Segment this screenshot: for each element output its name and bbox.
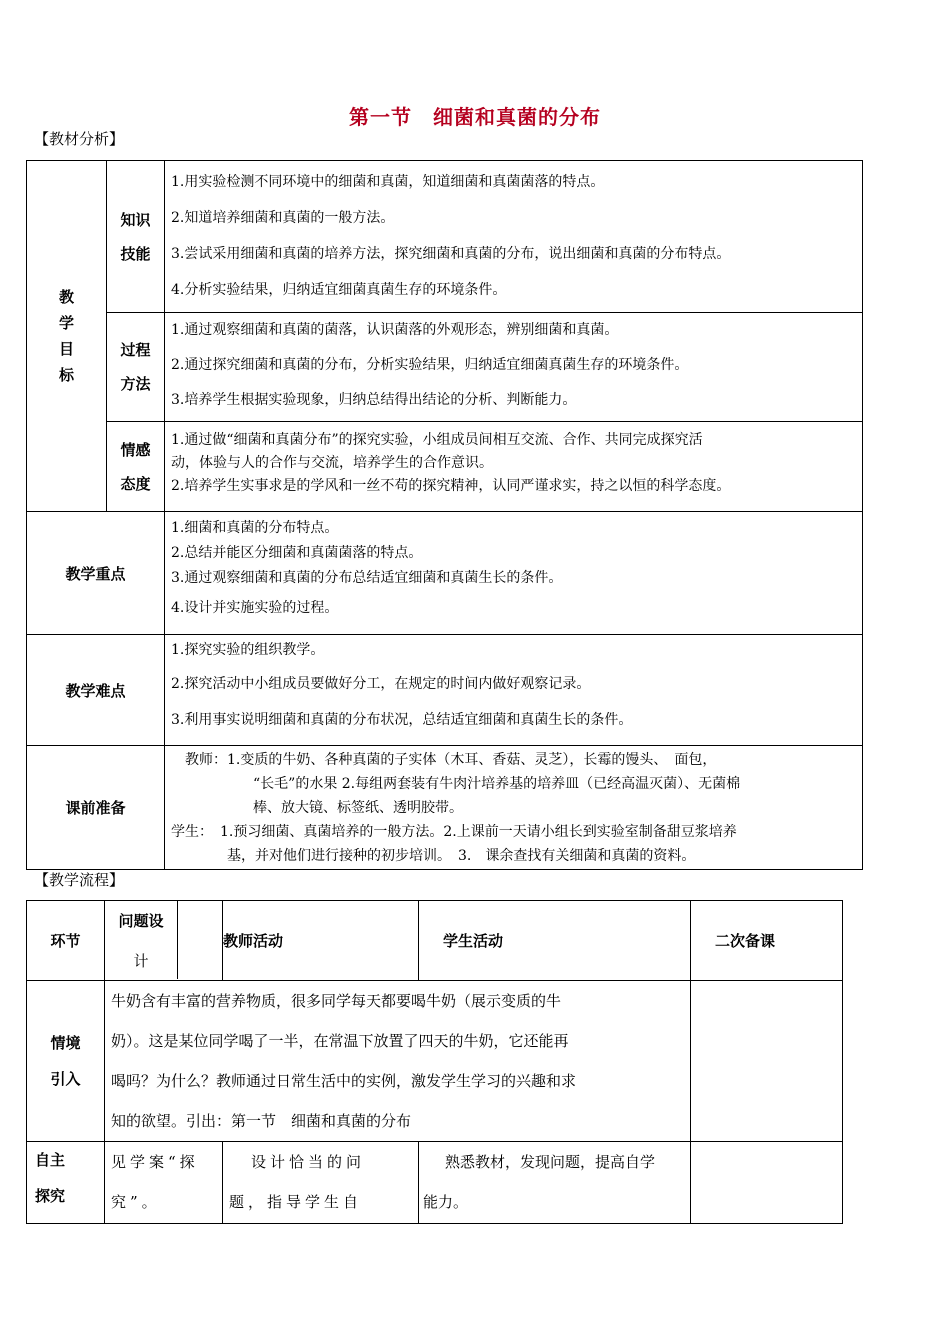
process-item: 3.培养学生根据实验现象，归纳总结得出结论的分析、判断能力。 bbox=[171, 392, 577, 408]
process-item: 2.通过探究细菌和真菌的分布，分析实验结果，归纳适宜细菌真菌生存的环境条件。 bbox=[171, 357, 689, 373]
explore-teacher-cell bbox=[223, 1142, 419, 1224]
emotion-items-cell bbox=[165, 422, 863, 512]
emotion-item: 1.通过做“细菌和真菌分布”的探究实验，小组成员间相互交流、合作、共同完成探究活 bbox=[171, 432, 703, 448]
intro-line: 奶）。这是某位同学喝了一半，在常温下放置了四天的牛奶，它还能再 bbox=[111, 1032, 569, 1050]
section-label-analysis: 【教材分析】 bbox=[34, 130, 125, 148]
header-stage: 环节 bbox=[27, 901, 105, 981]
header-question-line: 问题设 bbox=[118, 912, 164, 930]
key-point-item: 1.细菌和真菌的分布特点。 bbox=[171, 520, 339, 536]
header-teacher: 教师活动 bbox=[223, 901, 419, 981]
section-label-flow: 【教学流程】 bbox=[34, 871, 125, 889]
objectives-group-cell bbox=[27, 161, 107, 512]
header-question-line: 计 bbox=[133, 952, 149, 970]
header-question bbox=[105, 901, 223, 981]
page-title: 第一节 细菌和真菌的分布 bbox=[349, 105, 601, 129]
objectives-label-char: 目 bbox=[58, 340, 74, 358]
analysis-table bbox=[26, 160, 863, 870]
emotion-label: 态度 bbox=[120, 474, 151, 493]
difficulty-item: 3.利用事实说明细菌和真菌的分布状况，总结适宜细菌和真菌生长的条件。 bbox=[171, 712, 633, 728]
process-items-cell bbox=[165, 313, 863, 422]
objectives-label-char: 标 bbox=[58, 366, 74, 384]
key-point-item: 3.通过观察细菌和真菌的分布总结适宜细菌和真菌生长的条件。 bbox=[171, 570, 563, 586]
explore-question-cell bbox=[105, 1142, 223, 1224]
key-point-item: 2.总结并能区分细菌和真菌菌落的特点。 bbox=[171, 545, 423, 561]
knowledge-item: 3.尝试采用细菌和真菌的培养方法，探究细菌和真菌的分布，说出细菌和真菌的分布特点。 bbox=[171, 246, 731, 262]
key-point-item: 4.设计并实施实验的过程。 bbox=[171, 600, 339, 616]
process-item: 1.通过观察细菌和真菌的菌落，认识菌落的外观形态，辨别细菌和真菌。 bbox=[171, 322, 619, 338]
objectives-label-char: 学 bbox=[58, 314, 74, 332]
stage-label: 探究 bbox=[35, 1187, 66, 1205]
explore-notes-cell bbox=[691, 1142, 843, 1224]
key-points-label: 教学重点 bbox=[27, 512, 165, 635]
preparation-cell bbox=[165, 746, 863, 870]
preparation-label: 课前准备 bbox=[27, 746, 165, 870]
key-points-cell bbox=[165, 512, 863, 635]
emotion-label-cell bbox=[107, 422, 165, 512]
intro-line: 喝吗？为什么？教师通过日常生活中的实例，激发学生学习的兴趣和求 bbox=[111, 1072, 577, 1090]
process-label: 方法 bbox=[120, 375, 151, 393]
knowledge-label: 技能 bbox=[120, 244, 151, 263]
preparation-line: 棒、放大镜、标签纸、透明胶带。 bbox=[253, 800, 463, 816]
knowledge-label: 知识 bbox=[120, 210, 151, 229]
explore-student-line: 熟悉教材，发现问题，提高自学 bbox=[445, 1153, 656, 1171]
intro-line: 知的欲望。引出：第一节 细菌和真菌的分布 bbox=[111, 1112, 412, 1130]
preparation-line: 基，并对他们进行接种的初步培训。 3. 课余查找有关细菌和真菌的资料。 bbox=[227, 848, 696, 864]
process-label: 过程 bbox=[120, 341, 151, 359]
knowledge-item: 1.用实验检测不同环境中的细菌和真菌，知道细菌和真菌菌落的特点。 bbox=[171, 174, 605, 190]
explore-student-line: 能力。 bbox=[423, 1193, 469, 1211]
difficulties-cell bbox=[165, 635, 863, 746]
preparation-line: 学生： 1.预习细菌、真菌培养的一般方法。2.上课前一天请小组长到实验室制备甜豆浆培养 bbox=[171, 824, 737, 840]
knowledge-item: 4.分析实验结果，归纳适宜细菌真菌生存的环境条件。 bbox=[171, 282, 507, 298]
explore-question-line: 见学案“探 bbox=[111, 1153, 199, 1171]
objectives-label-char: 教 bbox=[58, 288, 74, 306]
preparation-line: “长毛”的水果 2.每组两套装有牛肉汁培养基的培养皿（已经高温灭菌）、无菌棉 bbox=[253, 776, 741, 792]
stage-label: 引入 bbox=[50, 1070, 81, 1088]
row-stage-explore bbox=[27, 1142, 105, 1224]
knowledge-item: 2.知道培养细菌和真菌的一般方法。 bbox=[171, 210, 395, 226]
explore-teacher-line: 设计恰当的问 bbox=[251, 1153, 366, 1171]
difficulties-label: 教学难点 bbox=[27, 635, 165, 746]
explore-question-line: 究”。 bbox=[111, 1193, 161, 1211]
explore-teacher-line: 题，指导学生自 bbox=[229, 1193, 363, 1211]
knowledge-items-cell bbox=[165, 161, 863, 313]
intro-content-cell bbox=[105, 981, 691, 1142]
explore-student-cell bbox=[419, 1142, 691, 1224]
emotion-item: 2.培养学生实事求是的学风和一丝不苟的探究精神，认同严谨求实，持之以恒的科学态度。 bbox=[171, 478, 731, 494]
header-student: 学生活动 bbox=[419, 901, 691, 981]
header-notes: 二次备课 bbox=[691, 901, 843, 981]
row-stage-intro bbox=[27, 981, 105, 1142]
preparation-line: 教师：1.变质的牛奶、各种真菌的子实体（木耳、香菇、灵芝），长霉的馒头、 面包， bbox=[185, 752, 717, 768]
difficulty-item: 2.探究活动中小组成员要做好分工，在规定的时间内做好观察记录。 bbox=[171, 676, 591, 692]
stage-label: 自主 bbox=[35, 1151, 66, 1169]
intro-notes-cell bbox=[691, 981, 843, 1142]
emotion-item: 动，体验与人的合作与交流，培养学生的合作意识。 bbox=[171, 455, 493, 471]
emotion-label: 情感 bbox=[120, 440, 151, 459]
process-label-cell bbox=[107, 313, 165, 422]
flow-table bbox=[26, 900, 843, 1224]
knowledge-label-cell bbox=[107, 161, 165, 313]
difficulty-item: 1.探究实验的组织教学。 bbox=[171, 642, 325, 658]
stage-label: 情境 bbox=[50, 1034, 81, 1052]
intro-line: 牛奶含有丰富的营养物质，很多同学每天都要喝牛奶（展示变质的牛 bbox=[111, 992, 562, 1010]
